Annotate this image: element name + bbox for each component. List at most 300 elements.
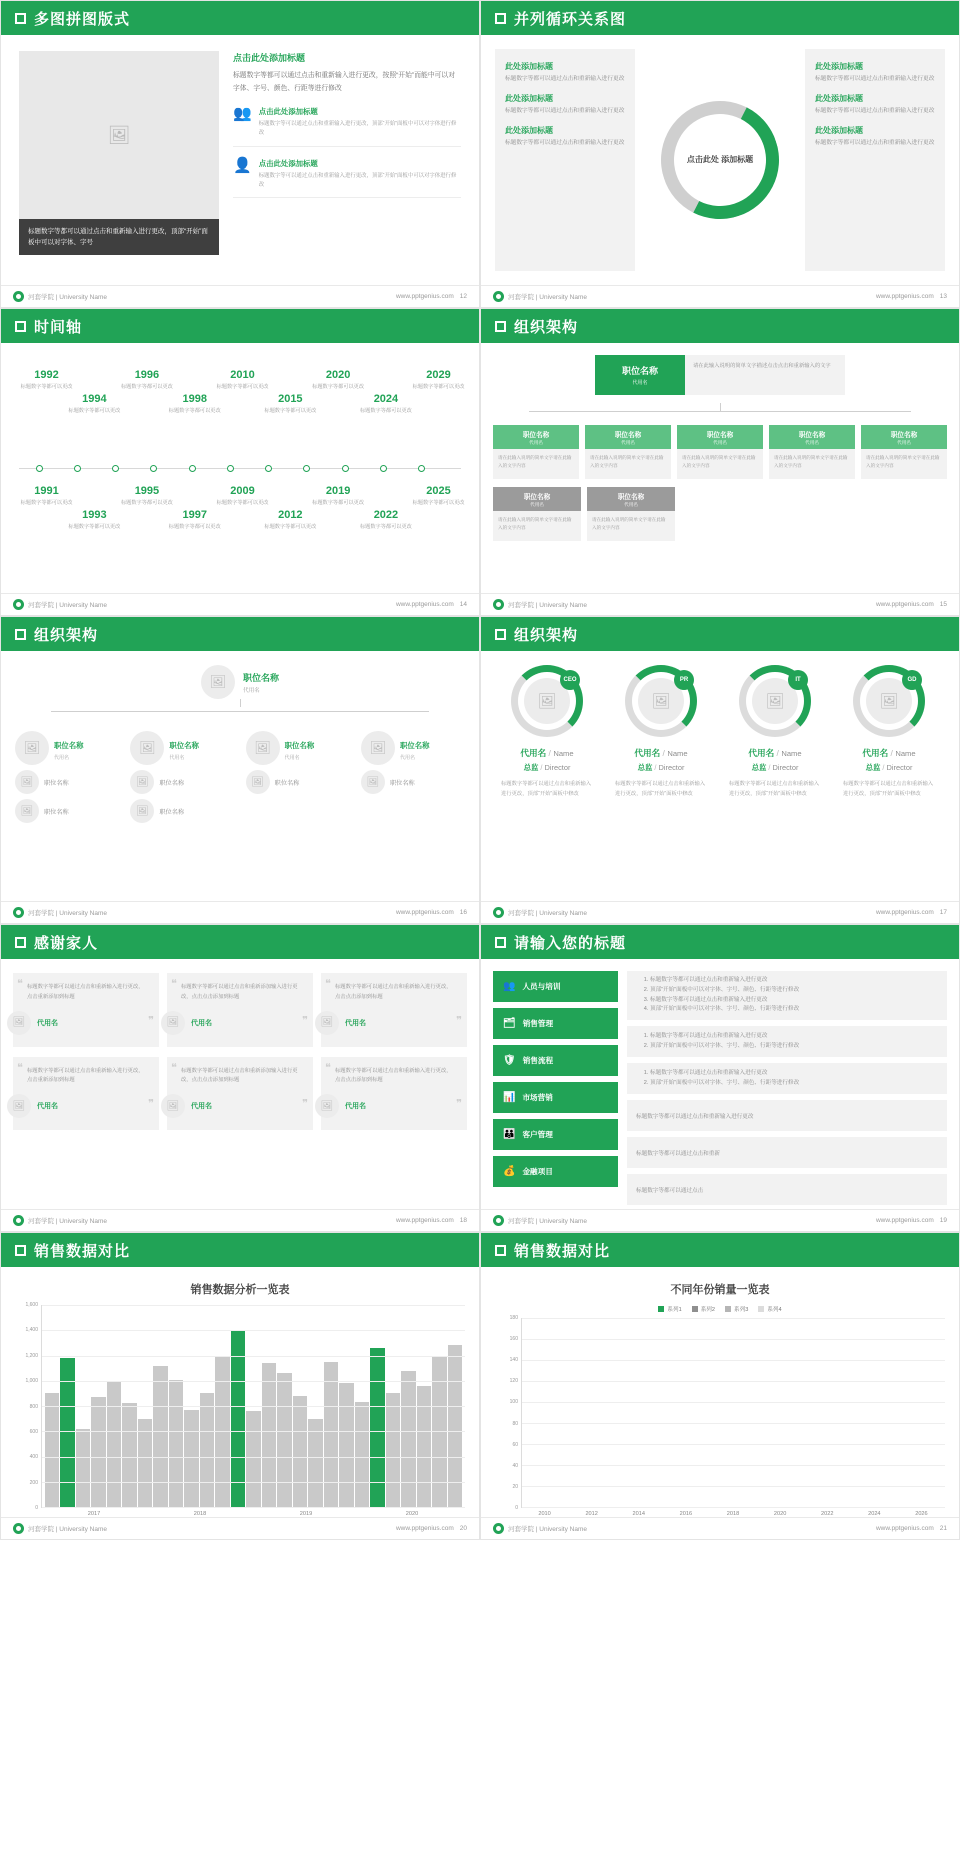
org-root-note: 请在此输入说明的简单文字描述点击点击和重新输入的文字 <box>685 355 845 395</box>
legend-swatch <box>758 1306 764 1312</box>
member-name-en: Name <box>667 749 688 758</box>
footer-url: www.pptgenius.com <box>395 601 454 608</box>
footer-url: www.pptgenius.com <box>875 1217 934 1224</box>
quote-icon: ❞ <box>148 1014 154 1027</box>
org-node <box>361 731 465 828</box>
list-item <box>233 158 461 198</box>
org-node-name: 职位名称 <box>522 432 550 439</box>
org-root-sub: 代用名 <box>632 380 648 386</box>
timeline-desc: 标题数字等都可以更改 <box>264 408 317 414</box>
y-tick-label: 120 <box>509 1378 518 1385</box>
x-tick-label: 2018 <box>193 1511 207 1517</box>
x-tick-label: 2026 <box>915 1511 928 1517</box>
timeline-node <box>302 485 374 508</box>
timeline-desc: 标题数字等都可以更改 <box>68 408 121 414</box>
team-member: IT 🖼 代用名 / Name 总监 / Director 标题数字等都可以通过点击和重新输入进行更改，顶部“开始”面板中修改 <box>721 665 829 799</box>
chart-bar <box>76 1429 90 1507</box>
chart-bar <box>370 1348 384 1507</box>
timeline-desc: 标题数字等都可以更改 <box>68 524 121 530</box>
y-tick-label: 0 <box>35 1505 38 1511</box>
member-role: 总监 <box>865 763 881 772</box>
slide-sales-chart-1 <box>0 1232 480 1540</box>
cycle-diagram <box>641 49 799 271</box>
cycle-ring <box>646 86 795 235</box>
role-badge: CEO <box>560 670 580 690</box>
chart-bar <box>277 1373 291 1507</box>
org-node-sub: 代用名 <box>530 502 544 507</box>
logo-icon <box>493 291 504 302</box>
plot-area <box>521 1318 945 1508</box>
x-tick-label: 2017 <box>87 1511 101 1517</box>
block-title: 此处添加标题 <box>505 62 553 71</box>
avatar: 🖼 <box>161 1011 185 1035</box>
legend-entry: 系列2 <box>692 1305 715 1313</box>
timeline-desc: 标题数字等都可以更改 <box>216 384 269 390</box>
menu-item-label: 人员与培训 <box>522 982 561 991</box>
footer-org: 河套学院 | University Name <box>28 910 107 917</box>
quote-icon: ❞ <box>148 1098 154 1111</box>
timeline-dot <box>303 465 310 472</box>
chart-plot <box>495 1315 945 1511</box>
money-icon: 💰 <box>503 1166 516 1177</box>
slide-footer <box>1 285 479 307</box>
timeline-year: 2019 <box>325 485 351 497</box>
content-row <box>627 1100 947 1131</box>
x-tick-label: 2020 <box>773 1511 787 1517</box>
footer-url: www.pptgenius.com <box>875 909 934 916</box>
content-line: 2. 顶部“开始”面板中可以对字体、字号、颜色、行距等进行修改 <box>650 986 799 996</box>
y-tick-label: 1,000 <box>25 1378 38 1385</box>
org-root-sub: 代用名 <box>242 687 260 694</box>
list-item <box>233 106 461 146</box>
list-item-title: 点击此处添加标题 <box>258 107 318 117</box>
quote-icon: ❝ <box>171 1061 177 1074</box>
block-desc: 标题数字等都可以通过点击和重新输入进行更改 <box>815 139 935 146</box>
header-square-icon <box>15 937 26 948</box>
quote-icon: ❞ <box>302 1098 308 1111</box>
page-number: 18 <box>459 1217 467 1224</box>
slide-title: 销售数据对比 <box>514 1242 611 1260</box>
timeline-node <box>254 393 326 416</box>
x-tick-label: 2012 <box>585 1511 598 1517</box>
content-line: 1. 标题数字等都可以通过点击和重新输入进行更改 <box>650 1069 799 1079</box>
org-node-sub: 代用名 <box>621 440 635 445</box>
logo-icon <box>13 1523 24 1534</box>
role-badge: IT <box>788 670 808 690</box>
member-role: 总监 <box>637 763 653 772</box>
menu-item-sales[interactable] <box>493 1008 618 1039</box>
block-title: 此处添加标题 <box>815 125 863 135</box>
avatar: 🖼 <box>201 665 235 699</box>
org-node-name: 职位名称 <box>617 494 645 501</box>
block-title: 此处添加标题 <box>505 93 553 103</box>
timeline-desc: 标题数字等都可以更改 <box>264 524 317 530</box>
chart-title: 销售数据分析一览表 <box>190 1284 290 1296</box>
chart-bar <box>122 1403 136 1507</box>
slide-footer <box>481 285 959 307</box>
org-node <box>769 425 855 479</box>
quote-icon: ❝ <box>17 978 23 990</box>
org-node-sub: 代用名 <box>169 755 185 761</box>
logo-icon <box>13 599 24 610</box>
avatar: 🖼 <box>130 770 154 794</box>
timeline-node <box>350 393 422 416</box>
org-node-name: 职位名称 <box>274 779 300 787</box>
y-tick-label: 1,400 <box>25 1327 38 1334</box>
timeline-dot <box>112 465 119 472</box>
content-row <box>627 971 947 1020</box>
timeline-dot <box>265 465 272 472</box>
member-role-en: Director <box>886 763 913 772</box>
slide-title: 请输入您的标题 <box>514 934 627 952</box>
timeline-dot <box>342 465 349 472</box>
testimonial-author: 代用名 <box>345 1103 366 1111</box>
testimonial-card <box>13 1057 159 1131</box>
content-line: 标题数字等都可以通过点击和重新 <box>636 1150 720 1157</box>
slide-body <box>481 343 959 593</box>
menu-item-people[interactable] <box>493 971 618 1002</box>
menu-item-label: 销售流程 <box>522 1056 554 1065</box>
testimonial-text: 标题数字等都可以通过点击和重新添加输入进行更改，点击点击添加到标题 <box>181 984 298 1000</box>
x-tick-label: 2024 <box>868 1511 881 1517</box>
chart-container <box>481 1267 959 1517</box>
avatar: 🖼 <box>7 1094 31 1118</box>
slide-header <box>1 925 479 959</box>
y-tick-label: 100 <box>509 1399 518 1406</box>
timeline-year: 2025 <box>426 485 451 497</box>
slide-org-chart-table <box>480 308 960 616</box>
picture-icon: 🖼 <box>107 124 131 145</box>
timeline-desc: 标题数字等都可以更改 <box>412 384 465 390</box>
y-tick-label: 600 <box>29 1428 38 1435</box>
slide-title: 组织架构 <box>34 626 99 644</box>
testimonial-card <box>13 973 159 1047</box>
testimonial-author: 代用名 <box>191 1103 212 1111</box>
slide-header <box>481 309 959 343</box>
page-number: 21 <box>939 1525 947 1532</box>
menu-item-finance[interactable] <box>493 1156 618 1187</box>
avatar: 🖼 <box>361 731 395 765</box>
timeline-dot <box>150 465 157 472</box>
header-square-icon <box>495 1245 506 1256</box>
header-square-icon <box>495 629 506 640</box>
org-node-name: 职位名称 <box>389 779 415 787</box>
slide-team-members <box>480 616 960 924</box>
slide-header <box>481 1233 959 1267</box>
timeline-dot <box>380 465 387 472</box>
image-placeholder <box>19 51 219 246</box>
slide-multi-image-layout <box>0 0 480 308</box>
menu-column <box>493 971 618 1205</box>
org-root <box>15 665 465 699</box>
slide-header <box>481 925 959 959</box>
org-node <box>587 487 675 541</box>
chart-bar <box>200 1393 214 1507</box>
org-node-name: 职位名称 <box>44 779 69 787</box>
chart-bar <box>262 1363 276 1507</box>
footer-org: 河套学院 | University Name <box>508 910 587 917</box>
content-line: 1. 标题数字等都可以通过点击和重新输入进行更改 <box>650 1032 799 1042</box>
logo-icon <box>493 599 504 610</box>
org-node <box>493 487 581 541</box>
chart-bar <box>324 1362 338 1507</box>
block-desc: 标题数字等都可以通过点击和重新输入进行更改 <box>505 76 625 82</box>
x-axis <box>521 1508 945 1517</box>
org-node-name: 职位名称 <box>159 779 185 787</box>
timeline-desc: 标题数字等都可以更改 <box>20 384 73 390</box>
member-role: 总监 <box>523 763 539 772</box>
chart-bar <box>355 1402 369 1507</box>
org-node-desc: 请在此输入说明的简单文字请在此输入的文字内容 <box>493 449 579 479</box>
timeline-dot <box>189 465 196 472</box>
org-node-name: 职位名称 <box>54 741 84 750</box>
org-node <box>493 425 579 479</box>
slide-title: 多图拼图版式 <box>34 10 131 28</box>
timeline-node <box>254 509 326 532</box>
slide-body <box>1 959 479 1209</box>
page-number: 14 <box>459 601 467 608</box>
slide-footer <box>481 593 959 615</box>
x-tick-label: 2016 <box>679 1511 693 1517</box>
slide-header <box>1 1 479 35</box>
page-number: 15 <box>939 601 947 608</box>
chart-bar <box>45 1393 59 1507</box>
timeline-dot <box>74 465 81 472</box>
timeline <box>1 343 479 593</box>
block-title: 此处添加标题 <box>505 125 553 135</box>
testimonial-card <box>167 1057 313 1131</box>
avatar-ring <box>739 665 811 737</box>
page-number: 16 <box>459 909 467 916</box>
timeline-desc: 标题数字等都可以更改 <box>312 500 365 506</box>
x-axis <box>41 1508 465 1517</box>
org-node-sub: 代用名 <box>399 755 415 761</box>
timeline-year: 2015 <box>278 393 303 405</box>
org-node <box>861 425 947 479</box>
avatar: 🖼 <box>752 678 798 724</box>
quote-icon: ❝ <box>325 1061 331 1074</box>
x-tick-label: 2018 <box>726 1511 740 1517</box>
timeline-node <box>403 485 475 508</box>
avatar: 🖼 <box>246 770 270 794</box>
cycle-center-label: 点击此处 添加标题 <box>683 123 757 197</box>
y-tick-label: 40 <box>512 1462 518 1469</box>
org-level-2 <box>493 487 947 541</box>
y-tick-label: 60 <box>512 1441 518 1448</box>
org-node-desc: 请在此输入说明的简单文字请在此输入的文字内容 <box>585 449 671 479</box>
timeline-desc: 标题数字等都可以更改 <box>120 500 173 506</box>
block-title: 此处添加标题 <box>815 93 863 103</box>
avatar: 🖼 <box>315 1094 339 1118</box>
timeline-year: 2009 <box>230 485 255 497</box>
org-node-sub: 代用名 <box>284 755 300 761</box>
member-name-en: Name <box>895 749 916 758</box>
slide-body <box>1 343 479 593</box>
quote-icon: ❝ <box>325 978 331 990</box>
org-level-1 <box>15 731 465 828</box>
y-tick-label: 1,600 <box>25 1302 38 1308</box>
org-node <box>15 731 119 828</box>
menu-item-label: 客户管理 <box>522 1130 553 1139</box>
org-node-sub: 代用名 <box>897 440 911 445</box>
slide-body <box>481 1267 959 1517</box>
slide-parallel-cycle <box>480 0 960 308</box>
list-item-title: 点击此处添加标题 <box>258 158 318 168</box>
slide-footer <box>481 901 959 923</box>
avatar: 🖼 <box>524 678 570 724</box>
avatar: 🖼 <box>315 1011 339 1035</box>
slide-body <box>1 35 479 285</box>
org-root-name: 职位名称 <box>242 672 279 683</box>
text-block <box>505 93 625 117</box>
org-node-name: 职位名称 <box>523 494 551 501</box>
content-line: 3. 标题数字等都可以通过点击和重新输入进行更改 <box>650 996 799 1006</box>
chart-legend <box>495 1305 945 1313</box>
slide-menu-list <box>480 924 960 1232</box>
legend-swatch <box>725 1306 731 1312</box>
x-tick-label: 2014 <box>632 1511 645 1517</box>
avatar: 🖼 <box>130 731 164 765</box>
org-node <box>677 425 763 479</box>
timeline-year: 2022 <box>373 509 399 521</box>
org-node-sub: 代用名 <box>624 502 638 507</box>
footer-url: www.pptgenius.com <box>395 293 454 300</box>
timeline-node <box>111 369 183 392</box>
footer-url: www.pptgenius.com <box>395 1217 454 1224</box>
timeline-node <box>159 509 231 532</box>
page-number: 13 <box>939 293 947 300</box>
page-number: 19 <box>939 1217 947 1224</box>
slide-footer <box>481 1209 959 1231</box>
member-desc: 标题数字等都可以通过点击和重新输入进行更改，顶部“开始”面板中修改 <box>843 781 934 797</box>
y-tick-label: 0 <box>515 1505 518 1511</box>
menu-item-process[interactable] <box>493 1045 618 1076</box>
org-root-box <box>595 355 685 395</box>
testimonial-text: 标题数字等都可以通过点击和重新添加输入进行更改，点击点击添加到标题 <box>181 1067 298 1084</box>
content-line: 标题数字等都可以通过点击 <box>636 1187 704 1194</box>
timeline-year: 1994 <box>82 393 107 405</box>
org-node-name: 职位名称 <box>399 741 430 750</box>
header-square-icon <box>495 321 506 332</box>
timeline-year: 1996 <box>134 369 160 381</box>
y-tick-label: 80 <box>512 1420 518 1427</box>
org-node-name: 职位名称 <box>159 808 185 816</box>
timeline-node <box>403 369 475 392</box>
y-tick-label: 800 <box>29 1403 38 1410</box>
slide-body <box>1 651 479 901</box>
y-tick-label: 200 <box>29 1479 38 1486</box>
menu-item-customer[interactable] <box>493 1119 618 1150</box>
timeline-desc: 标题数字等都可以更改 <box>412 500 465 506</box>
member-name: 代用名 <box>748 748 775 758</box>
org-node-name: 职位名称 <box>890 432 918 439</box>
y-tick-label: 400 <box>29 1454 38 1461</box>
timeline-node <box>159 393 231 416</box>
slide-footer <box>1 1209 479 1231</box>
text-block <box>815 125 935 149</box>
chart-bar <box>231 1330 245 1507</box>
footer-org: 河套学院 | University Name <box>28 1218 107 1225</box>
quote-icon: ❞ <box>456 1014 462 1027</box>
slide-body <box>481 959 959 1209</box>
org-node-sub: 代用名 <box>805 440 819 445</box>
team-member: PR 🖼 代用名 / Name 总监 / Director 标题数字等都可以通过点击和重新输入进行更改，顶部“开始”面板中修改 <box>607 665 715 799</box>
logo-icon <box>493 1215 504 1226</box>
footer-url: www.pptgenius.com <box>875 601 934 608</box>
y-tick-label: 140 <box>509 1357 518 1364</box>
menu-item-marketing[interactable] <box>493 1082 618 1113</box>
avatar-ring <box>853 665 925 737</box>
team-member: GD 🖼 代用名 / Name 总监 / Director 标题数字等都可以通过点击和重新输入进行更改，顶部“开始”面板中修改 <box>835 665 943 799</box>
chart-bar <box>107 1381 121 1507</box>
logo-icon <box>493 907 504 918</box>
chart-bar <box>386 1393 400 1507</box>
slide-timeline <box>0 308 480 616</box>
image-caption: 标题数字等都可以通过点击和重新输入进行更改，顶部“开始”面板中可以对字体、字号 <box>19 219 219 255</box>
member-desc: 标题数字等都可以通过点击和重新输入进行更改，顶部“开始”面板中修改 <box>729 781 820 797</box>
slide-header <box>481 1 959 35</box>
x-tick-label: 2019 <box>299 1511 313 1517</box>
y-tick-label: 20 <box>512 1483 518 1490</box>
slide-body <box>481 35 959 285</box>
legend-entry: 系列3 <box>725 1305 748 1313</box>
member-role-en: Director <box>658 763 685 772</box>
avatar: 🖼 <box>638 678 684 724</box>
org-node-name: 职位名称 <box>284 741 315 750</box>
timeline-year: 1992 <box>34 369 59 381</box>
slide-header <box>481 617 959 651</box>
chart-bar <box>417 1386 431 1507</box>
member-name-en: Name <box>781 749 802 758</box>
org-node-desc: 请在此输入说明的简单文字请在此输入的文字内容 <box>677 449 763 479</box>
text-block <box>505 61 625 85</box>
chart-plot <box>15 1302 465 1511</box>
chart-bar <box>339 1383 353 1507</box>
timeline-year: 1991 <box>34 485 59 497</box>
content-row <box>627 1026 947 1057</box>
avatar: 🖼 <box>15 770 39 794</box>
footer-url: www.pptgenius.com <box>875 293 934 300</box>
org-node-name: 职位名称 <box>798 432 826 439</box>
text-block <box>815 93 935 117</box>
org-node-name: 职位名称 <box>706 432 734 439</box>
legend-swatch <box>692 1306 698 1312</box>
legend-entry: 系列4 <box>758 1305 781 1313</box>
member-name: 代用名 <box>862 748 889 758</box>
left-column <box>495 49 635 271</box>
chart-bar <box>91 1397 105 1507</box>
member-name-en: Name <box>553 749 574 758</box>
footer-url: www.pptgenius.com <box>875 1525 934 1532</box>
org-node-name: 职位名称 <box>169 741 199 750</box>
timeline-node <box>11 369 83 392</box>
testimonial-author: 代用名 <box>345 1019 366 1027</box>
logo-icon <box>13 1215 24 1226</box>
menu-item-label: 销售管理 <box>522 1019 554 1028</box>
timeline-desc: 标题数字等都可以更改 <box>168 524 221 530</box>
member-role: 总监 <box>751 763 767 772</box>
footer-org: 河套学院 | University Name <box>508 1526 587 1533</box>
timeline-year: 1998 <box>182 393 207 405</box>
avatar: 🖼 <box>7 1011 31 1035</box>
slide-body <box>481 651 959 901</box>
block-desc: 标题数字等都可以通过点击和重新输入进行更改 <box>815 76 935 82</box>
text-block <box>505 125 625 149</box>
org-node <box>246 731 350 828</box>
footer-org: 河套学院 | University Name <box>508 1218 587 1225</box>
org-node-sub: 代用名 <box>713 440 727 445</box>
slide-sales-chart-2 <box>480 1232 960 1540</box>
